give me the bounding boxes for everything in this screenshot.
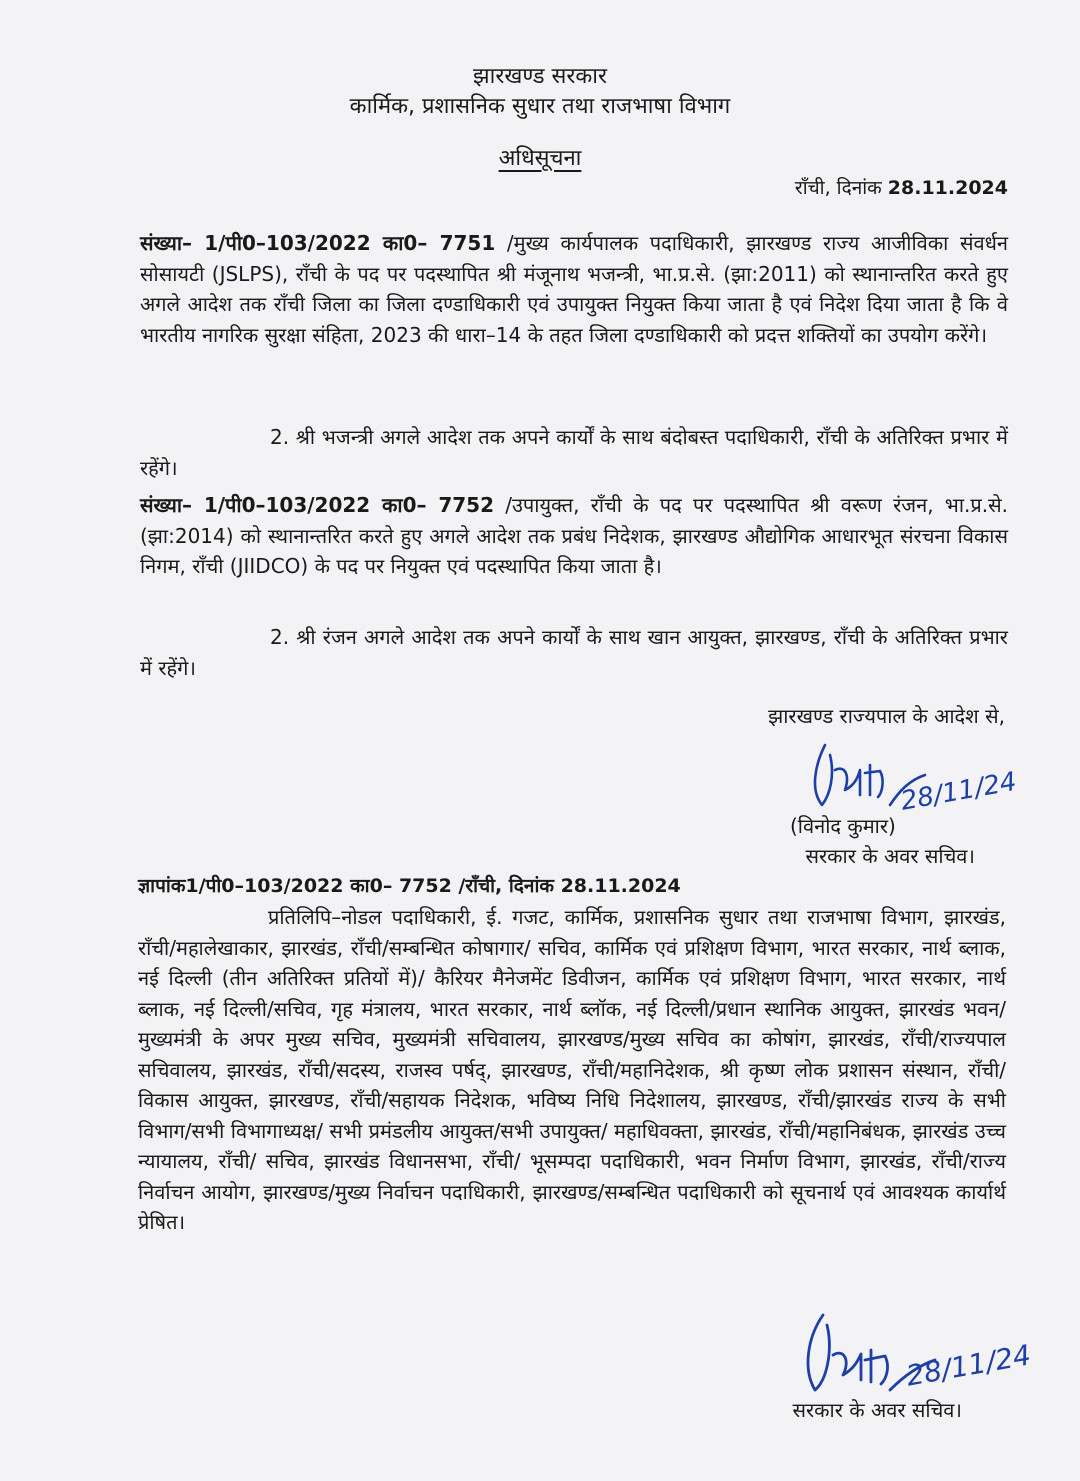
order-1-para-2: 2. श्री भजन्त्री अगले आदेश तक अपने कार्यों के साथ बंदोबस्त पदाधिकारी, राँची के अतिरिक्त प्रभार में रहेंगे। [140, 425, 1008, 480]
svg-text:28/11/24: 28/11/24 [903, 1338, 1034, 1393]
signatory-name: (विनोद कुमार) [790, 814, 896, 838]
order-1-ref: संख्या– 1/पी0–103/2022 का0– 7751 [140, 231, 496, 255]
memo-signatory-designation: सरकार के अवर सचिव। [792, 1398, 962, 1422]
document-title: अधिसूचना [498, 146, 582, 171]
by-order-line: झारखण्ड राज्यपाल के आदेश से, [768, 704, 1005, 728]
signature-1-date [895, 766, 1019, 818]
memo-reference: ज्ञापांक1/पी0–103/2022 का0– 7752 /राँची, दिनांक 28.11.2024 [138, 875, 681, 897]
department-header: कार्मिक, प्रशासनिक सुधार तथा राजभाषा विभाग [349, 94, 731, 119]
order-1-paragraph [140, 228, 1008, 350]
government-header: झारखण्ड सरकार [473, 64, 607, 89]
issue-date: राँची, दिनांक 28.11.2024 [794, 177, 1008, 199]
signature-2-date [900, 1338, 1034, 1395]
copy-to-paragraph: प्रतिलिपि–नोडल पदाधिकारी, ई. गजट, कार्मिक, प्रशासनिक सुधार तथा राजभाषा विभाग, झारखंड, राँची/महालेखाकार, झारखंड, राँची/सम्बन्धित कोषागार/ सचिव, कार्मिक एवं प्रशिक्षण विभाग, भारत सरकार, नार्थ ब्लाक, नई दिल्ली (तीन अतिरिक्त प्रतियों में)/ कैरियर मैनेजमेंट डिवीजन, कार्मिक एवं प्रशिक्षण विभाग, भारत सरकार, नार्थ ब्लाक, नई दिल्ली/सचिव, गृह मंत्रालय, भारत सरकार, नार्थ ब्लॉक, नई दिल्ली/प्रधान स्थानिक आयुक्त, झारखंड भवन/मुख्यमंत्री के अपर मुख्य सचिव, मुख्यमंत्री सचिवालय, झारखण्ड/मुख्य सचिव का कोषांग, झारखंड, राँची/राज्यपाल सचिवालय, झारखंड, राँची/सदस्य, राजस्व पर्षद्, झारखण्ड, राँची/महानिदेशक, श्री कृष्ण लोक प्रशासन संस्थान, राँची/ विकास आयुक्त, झारखण्ड, राँची/सहायक निदेशक, भविष्य निधि निदेशालय, झारखण्ड, राँची/झारखंड राज्य के सभी विभाग/सभी विभागाध्यक्ष/ सभी प्रमंडलीय आयुक्त/सभी उपायुक्त/ महाधिवक्ता, झारखंड, राँची/महानिबंधक, झारखंड उच्च न्यायालय, राँची/ सचिव, झारखंड विधानसभा, राँची/ भूसम्पदा पदाधिकारी, भवन निर्माण विभाग, झारखंड, राँची/राज्य निर्वाचन आयोग, झारखण्ड/मुख्य निर्वाचन पदाधिकारी, झारखण्ड/सम्बन्धित पदाधिकारी को सूचनार्थ एवं आवश्यक कार्यार्थ प्रेषित। [138, 905, 1006, 1234]
order-2-ref: संख्या– 1/पी0–103/2022 का0– 7752 [140, 493, 494, 517]
signatory-designation: सरकार के अवर सचिव। [805, 844, 975, 868]
svg-text:28/11/24: 28/11/24 [898, 766, 1019, 817]
order-2-paragraph [140, 490, 1008, 582]
order-2-text: /उपायुक्त, राँची के पद पर पदस्थापित श्री वरूण रंजन, भा.प्र.से. (झा:2014) को स्थानान्तरित करते हुए अगले आदेश तक प्रबंध निदेशक, झारखण्ड औद्योगिक आधारभूत संरचना विकास निगम, राँची (JIIDCO) के पद पर नियुक्त एवं पदस्थापित किया जाता है। [140, 493, 1008, 578]
order-1-text: /मुख्य कार्यपालक पदाधिकारी, झारखण्ड राज्य आजीविका संवर्धन सोसायटी (JSLPS), राँची के पद पर पदस्थापित श्री मंजूनाथ भजन्त्री, भा.प्र.से. (झा:2011) को स्थानान्तरित करते हुए अगले आदेश तक राँची जिला का जिला दण्डाधिकारी एवं उपायुक्त नियुक्त किया जाता है एवं निदेश दिया जाता है कि वे भारतीय नागरिक सुरक्षा संहिता, 2023 की धारा–14 के तहत जिला दण्डाधिकारी को प्रदत्त शक्तियों का उपयोग करेंगे। [140, 231, 1008, 347]
order-2-para-2: 2. श्री रंजन अगले आदेश तक अपने कार्यों के साथ खान आयुक्त, झारखण्ड, राँची के अतिरिक्त प्रभार में रहेंगे। [140, 625, 1008, 680]
